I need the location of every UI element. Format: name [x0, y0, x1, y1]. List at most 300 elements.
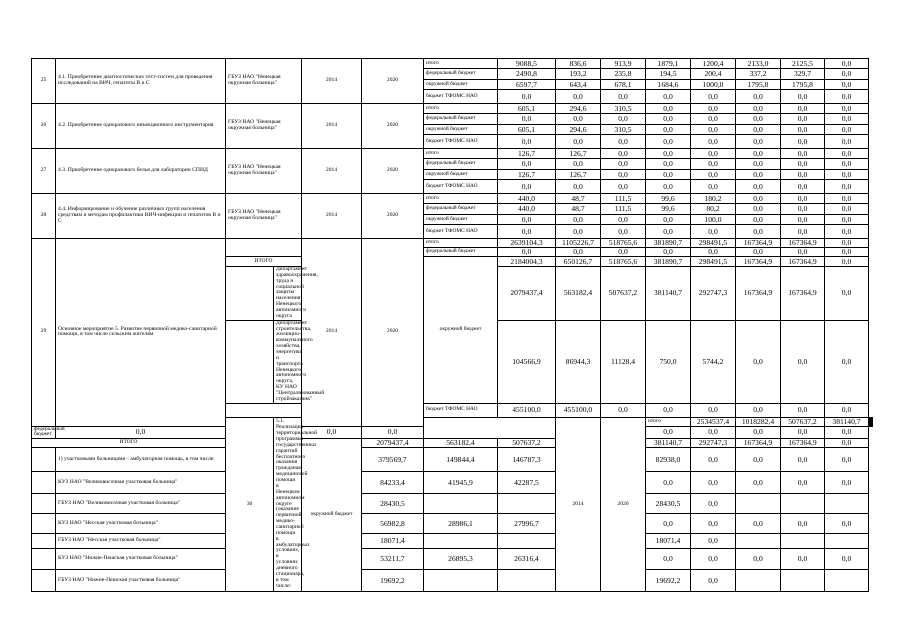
value-cell: 1105226,7 [556, 239, 601, 248]
executor: ГБУЗ НАО "Ненецкая окружная больница" [226, 104, 302, 149]
value-cell: 0,0 [781, 514, 825, 534]
value-cell: 0,0 [736, 472, 781, 494]
table-row [32, 549, 873, 570]
value-cell: 455100,0 [498, 403, 556, 417]
value-cell: 0,0 [736, 135, 781, 149]
value-cell: 292747,3 [691, 439, 736, 448]
value-cell: 643,4 [556, 80, 601, 90]
value-cell: 1018282,4 [736, 417, 781, 426]
value-cell: 294,6 [556, 125, 601, 135]
row-number: 27 [32, 149, 56, 194]
value-cell: 0,0 [556, 180, 601, 194]
value-cell: 1795,8 [736, 80, 781, 90]
value-cell: 0,0 [781, 403, 825, 417]
value-cell: 0,0 [825, 320, 869, 403]
start-year: 2014 [302, 194, 362, 239]
value-cell: 0,0 [781, 180, 825, 194]
value-cell: 167364,9 [781, 439, 825, 448]
source-label: бюджет ТФОМС НАО [424, 403, 498, 417]
start-year: 2014 [302, 104, 362, 149]
value-cell: 0,0 [736, 114, 781, 125]
executor-pad [32, 472, 56, 494]
value-cell [825, 534, 869, 549]
value-cell: 11128,4 [601, 320, 646, 403]
value-cell: 0,0 [498, 135, 556, 149]
value-cell: 0,0 [601, 135, 646, 149]
executor-blank [226, 403, 302, 417]
value-cell: 2490,8 [498, 69, 556, 80]
value-cell [736, 570, 781, 592]
value-cell: 0,0 [556, 159, 601, 170]
source-label: итого [424, 194, 498, 204]
value-cell: 126,7 [498, 170, 556, 180]
value-cell: 42287,5 [498, 472, 556, 494]
value-cell: 167364,9 [781, 239, 825, 248]
table-row [32, 104, 873, 114]
source-label: окружной бюджет [424, 80, 498, 90]
value-cell: 0,0 [736, 448, 781, 472]
source-label: окружной бюджет [424, 170, 498, 180]
value-cell: 0,0 [781, 225, 825, 239]
value-cell: 0,0 [825, 170, 869, 180]
value-cell: 167364,9 [736, 257, 781, 267]
value-cell: 836,6 [556, 59, 601, 69]
row-number: 26 [32, 104, 56, 149]
sub-institution-name: КУЗ НАО "Несская участковая больница" [56, 514, 226, 534]
value-cell: 518765,6 [601, 257, 646, 267]
source-label: окружной бюджет [424, 257, 498, 404]
source-label: федеральный бюджет [424, 204, 498, 215]
value-cell: 0,0 [691, 570, 736, 592]
value-cell: 1795,8 [781, 80, 825, 90]
value-cell: 26895,3 [424, 549, 498, 570]
value-cell: 167364,9 [736, 439, 781, 448]
executor: ГБУЗ НАО "Ненецкая окружная больница" [226, 194, 302, 239]
start-year: 2014 [556, 417, 601, 591]
value-cell: 0,0 [736, 549, 781, 570]
value-cell: 104566,9 [498, 320, 556, 403]
value-cell [424, 534, 498, 549]
value-cell: 381890,7 [646, 257, 691, 267]
value-cell: 18071,4 [646, 534, 691, 549]
value-cell: 28986,1 [424, 514, 498, 534]
value-cell: 563182,4 [424, 439, 498, 448]
value-cell: 167364,9 [736, 239, 781, 248]
value-cell: 0,0 [736, 180, 781, 194]
value-cell: 0,0 [556, 225, 601, 239]
value-cell: 126,7 [498, 149, 556, 159]
table-row [32, 494, 873, 514]
value-cell: 0,0 [556, 114, 601, 125]
value-cell: 0,0 [601, 215, 646, 225]
value-cell: 0,0 [646, 104, 691, 114]
value-cell: 0,0 [781, 170, 825, 180]
value-cell: 9088,5 [498, 59, 556, 69]
value-cell: 0,0 [691, 159, 736, 170]
value-cell: 0,0 [825, 149, 869, 159]
value-cell: 750,0 [646, 320, 691, 403]
value-cell: 0,0 [646, 125, 691, 135]
value-cell: 0,0 [601, 248, 646, 257]
source-label: итого [424, 59, 498, 69]
value-cell: 0,0 [825, 135, 869, 149]
value-cell: 0,0 [781, 135, 825, 149]
value-cell: 2133,0 [736, 59, 781, 69]
value-cell: 0,0 [781, 215, 825, 225]
value-cell: 0,0 [601, 170, 646, 180]
value-cell: 100,0 [691, 215, 736, 225]
value-cell: 111,5 [601, 204, 646, 215]
value-cell: 0,0 [362, 426, 424, 438]
value-cell: 0,0 [736, 204, 781, 215]
value-cell: 0,0 [825, 114, 869, 125]
value-cell: 0,0 [781, 448, 825, 472]
value-cell [872, 417, 873, 426]
value-cell: 0,0 [646, 549, 691, 570]
value-cell: 0,0 [825, 426, 869, 438]
value-cell: 0,0 [646, 159, 691, 170]
sub-institution-name: КУЗ НАО "Великовисочная участковая больница" [56, 472, 226, 494]
value-cell: 0,0 [781, 472, 825, 494]
executor-pad [32, 448, 56, 472]
executor: ГБУЗ НАО "Ненецкая окружная больница" [226, 149, 302, 194]
value-cell: 19692,2 [646, 570, 691, 592]
value-cell: 0,0 [781, 114, 825, 125]
value-cell: 440,0 [498, 204, 556, 215]
value-cell: 0,0 [736, 170, 781, 180]
value-cell: 84233,4 [362, 472, 424, 494]
value-cell: 180,2 [691, 194, 736, 204]
value-cell [781, 494, 825, 514]
value-cell: 0,0 [825, 90, 869, 104]
row-number: 28 [32, 194, 56, 239]
source-label: федеральный бюджет [424, 248, 498, 257]
value-cell: 381140,7 [825, 417, 869, 426]
value-cell: 0,0 [781, 204, 825, 215]
value-cell: 0,0 [691, 448, 736, 472]
value-cell [825, 494, 869, 514]
sub-institution-name: ГБУЗ НАО "Нижне-Пешская участковая больница" [56, 570, 226, 592]
value-cell: 146787,3 [498, 448, 556, 472]
value-cell: 0,0 [691, 125, 736, 135]
table-row [32, 149, 873, 159]
value-cell: 0,0 [736, 514, 781, 534]
source-label: итого [646, 417, 691, 426]
value-cell: 193,2 [556, 69, 601, 80]
value-cell: 48,7 [556, 204, 601, 215]
value-cell: 53211,7 [362, 549, 424, 570]
value-cell: 0,0 [825, 239, 869, 248]
value-cell: 310,5 [601, 125, 646, 135]
value-cell: 1879,1 [646, 59, 691, 69]
value-cell [498, 534, 556, 549]
value-cell: 0,0 [498, 114, 556, 125]
value-cell: 329,7 [781, 69, 825, 80]
value-cell: 28430,5 [362, 494, 424, 514]
value-cell: 167364,9 [736, 267, 781, 321]
value-cell: 0,0 [302, 426, 362, 438]
value-cell: 0,0 [646, 149, 691, 159]
value-cell: 126,7 [556, 170, 601, 180]
value-cell: 0,0 [556, 135, 601, 149]
sub-institution-name: КУЗ НАО "Нижне-Пешская участковая больница" [56, 549, 226, 570]
end-year: 2020 [362, 59, 424, 104]
value-cell [736, 534, 781, 549]
value-cell: 86944,3 [556, 320, 601, 403]
value-cell: 0,0 [825, 159, 869, 170]
value-cell: 0,0 [825, 439, 869, 448]
value-cell: 235,8 [601, 69, 646, 80]
end-year: 2020 [362, 149, 424, 194]
value-cell: 0,0 [825, 248, 869, 257]
value-cell: 298491,5 [691, 239, 736, 248]
value-cell: 2125,5 [781, 59, 825, 69]
value-cell: 0,0 [825, 194, 869, 204]
value-cell: 82938,0 [646, 448, 691, 472]
value-cell [825, 570, 869, 592]
value-cell: 292747,3 [691, 267, 736, 321]
value-cell [498, 570, 556, 592]
program-financing-table [31, 58, 873, 592]
end-year: 2020 [362, 104, 424, 149]
value-cell: 0,0 [691, 494, 736, 514]
measure-name: 5.1. Реализация территориальной программы государственных гарантий бесплатного оказания гражданам медицинской помощи в Ненецком автономном округе (оказание первичной медико-санитарной помощи в амбулаторных условиях, в условиях дневного стационара, в том числе: [274, 417, 302, 591]
table-row [32, 239, 873, 248]
value-cell: 0,0 [825, 225, 869, 239]
value-cell: 0,0 [825, 215, 869, 225]
value-cell: 0,0 [825, 180, 869, 194]
measure-name: Основное мероприятие 5. Развитие первичной медико-санитарной помощи, в том числе сельским жителям [56, 239, 226, 427]
value-cell: 0,0 [498, 180, 556, 194]
value-cell: 0,0 [691, 180, 736, 194]
value-cell [736, 494, 781, 514]
department-name: Департамент строительства, жилищно-коммунального хозяйства, энергетики и транспорта Ненецкого автономного округа, КУ НАО "Централизованный стройзаказчик" [274, 320, 302, 403]
table-row [32, 472, 873, 494]
value-cell: 0,0 [781, 194, 825, 204]
table-row [32, 59, 873, 69]
value-cell: 0,0 [691, 534, 736, 549]
value-cell: 0,0 [825, 104, 869, 114]
table-row [32, 570, 873, 592]
value-cell: 379569,7 [362, 448, 424, 472]
value-cell: 0,0 [736, 248, 781, 257]
value-cell: 0,0 [825, 514, 869, 534]
value-cell: 0,0 [498, 225, 556, 239]
value-cell: 1684,6 [646, 80, 691, 90]
value-cell: 56982,8 [362, 514, 424, 534]
table-row [32, 194, 873, 204]
value-cell: 0,0 [736, 194, 781, 204]
value-cell: 200,4 [691, 69, 736, 80]
value-cell: 0,0 [781, 159, 825, 170]
value-cell: 0,0 [781, 320, 825, 403]
start-year: 2014 [302, 59, 362, 104]
executor-pad [32, 514, 56, 534]
value-cell: 0,0 [736, 125, 781, 135]
measure-name: 4.2. Приобретение одноразового инъекционного инструментария [56, 104, 226, 149]
end-year: 2020 [601, 417, 646, 591]
value-cell: 0,0 [691, 225, 736, 239]
value-cell: 0,0 [691, 248, 736, 257]
table-row [32, 439, 873, 448]
value-cell: 2639104,3 [498, 239, 556, 248]
value-cell: 0,0 [691, 114, 736, 125]
value-cell: 0,0 [736, 403, 781, 417]
end-year: 2020 [362, 194, 424, 239]
value-cell: 605,1 [498, 104, 556, 114]
value-cell: 99,6 [646, 204, 691, 215]
executor: ГБУЗ НАО "Ненецкая окружная больница" [226, 59, 302, 104]
value-cell: 507637,2 [781, 417, 825, 426]
value-cell: 0,0 [691, 90, 736, 104]
value-cell: 0,0 [736, 426, 781, 438]
value-cell: 149844,4 [424, 448, 498, 472]
value-cell: 2534537,4 [691, 417, 736, 426]
row-number: 25 [32, 59, 56, 104]
value-cell: 310,5 [601, 104, 646, 114]
source-label: федеральный бюджет [32, 426, 56, 438]
value-cell: 48,7 [556, 194, 601, 204]
value-cell: 0,0 [736, 215, 781, 225]
value-cell: 0,0 [736, 104, 781, 114]
value-cell: 0,0 [498, 159, 556, 170]
value-cell: 507637,2 [498, 439, 556, 448]
value-cell: 0,0 [691, 170, 736, 180]
measure-name: 4.4. Информирование и обучение различных групп населения средствам и методам профилактики ВИЧ-инфекции и гепатитов В и С [56, 194, 226, 239]
value-cell: 41945,9 [424, 472, 498, 494]
value-cell: 0,0 [825, 204, 869, 215]
value-cell: 0,0 [825, 69, 869, 80]
value-cell: 194,5 [646, 69, 691, 80]
value-cell: 0,0 [781, 248, 825, 257]
value-cell: 0,0 [825, 80, 869, 90]
value-cell: 0,0 [736, 159, 781, 170]
value-cell: 0,0 [691, 403, 736, 417]
source-label: федеральный бюджет [424, 69, 498, 80]
value-cell: 0,0 [781, 149, 825, 159]
value-cell: 0,0 [825, 257, 869, 267]
value-cell: 5744,2 [691, 320, 736, 403]
source-label: итого [424, 149, 498, 159]
source-label: бюджет ТФОМС НАО [424, 135, 498, 149]
value-cell: 0,0 [691, 135, 736, 149]
value-cell: 0,0 [825, 403, 869, 417]
value-cell: 19692,2 [362, 570, 424, 592]
value-cell: 0,0 [556, 248, 601, 257]
source-label: федеральный бюджет [424, 114, 498, 125]
value-cell: 381890,7 [646, 239, 691, 248]
value-cell: 0,0 [556, 215, 601, 225]
sub-institution-name: ГБУЗ НАО "Великовисочная участковая больница" [56, 494, 226, 514]
value-cell: 0,0 [736, 149, 781, 159]
value-cell: 381140,7 [646, 267, 691, 321]
source-label: бюджет ТФОМС НАО [424, 90, 498, 104]
value-cell: 0,0 [556, 90, 601, 104]
source-label: бюджет ТФОМС НАО [424, 180, 498, 194]
value-cell: 6597,7 [498, 80, 556, 90]
value-cell: 563182,4 [556, 267, 601, 321]
executor-blank [226, 239, 302, 257]
value-cell: 0,0 [646, 426, 691, 438]
value-cell [424, 570, 498, 592]
row-number: 30 [226, 417, 274, 591]
value-cell: 0,0 [646, 472, 691, 494]
value-cell: 0,0 [601, 403, 646, 417]
value-cell: 678,1 [601, 80, 646, 90]
value-cell: 337,2 [736, 69, 781, 80]
value-cell: 1000,0 [691, 80, 736, 90]
table-row [32, 514, 873, 534]
value-cell: 0,0 [736, 225, 781, 239]
value-cell [498, 494, 556, 514]
value-cell: 0,0 [825, 472, 869, 494]
value-cell: 0,0 [646, 170, 691, 180]
itogo-label: ИТОГО [32, 439, 226, 448]
value-cell: 0,0 [646, 248, 691, 257]
value-cell: 0,0 [691, 549, 736, 570]
value-cell [424, 494, 498, 514]
source-label: окружной бюджет [302, 439, 362, 592]
value-cell: 440,0 [498, 194, 556, 204]
sub-institution-name: ГБУЗ НАО "Несская участковая больница" [56, 534, 226, 549]
value-cell: 0,0 [691, 472, 736, 494]
end-year: 2020 [362, 239, 424, 427]
source-label: итого [424, 239, 498, 248]
value-cell: 0,0 [646, 403, 691, 417]
table-row [32, 448, 873, 472]
value-cell: 27996,7 [498, 514, 556, 534]
value-cell: 0,0 [825, 549, 869, 570]
executor-pad [32, 549, 56, 570]
value-cell: 455100,0 [556, 403, 601, 417]
executor-pad [32, 494, 56, 514]
value-cell [781, 534, 825, 549]
value-cell: 0,0 [825, 125, 869, 135]
value-cell: 18071,4 [362, 534, 424, 549]
value-cell: 294,6 [556, 104, 601, 114]
source-label: окружной бюджет [424, 125, 498, 135]
value-cell: 0,0 [601, 114, 646, 125]
value-cell: 111,5 [601, 194, 646, 204]
value-cell: 80,2 [691, 204, 736, 215]
source-label: окружной бюджет [424, 215, 498, 225]
value-cell: 605,1 [498, 125, 556, 135]
value-cell: 0,0 [736, 320, 781, 403]
value-cell: 0,0 [736, 90, 781, 104]
value-cell: 0,0 [601, 159, 646, 170]
value-cell: 126,7 [556, 149, 601, 159]
value-cell: 0,0 [498, 215, 556, 225]
value-cell: 0,0 [601, 180, 646, 194]
value-cell: 0,0 [781, 90, 825, 104]
executor-pad [32, 534, 56, 549]
value-cell: 0,0 [781, 104, 825, 114]
value-cell: 518765,6 [601, 239, 646, 248]
executor-pad [32, 570, 56, 592]
value-cell [781, 570, 825, 592]
value-cell: 2184004,3 [498, 257, 556, 267]
value-cell: 0,0 [646, 114, 691, 125]
executor-blank [424, 417, 556, 438]
table-row [32, 534, 873, 549]
sub-institution-name: 1) участковыми больницами - амбулаторная помощь, в том числе: [56, 448, 226, 472]
value-cell: 0,0 [825, 448, 869, 472]
value-cell: 99,6 [646, 194, 691, 204]
source-label: бюджет ТФОМС НАО [424, 225, 498, 239]
executor-pad [226, 267, 274, 321]
value-cell: 650126,7 [556, 257, 601, 267]
value-cell: 381140,7 [646, 439, 691, 448]
